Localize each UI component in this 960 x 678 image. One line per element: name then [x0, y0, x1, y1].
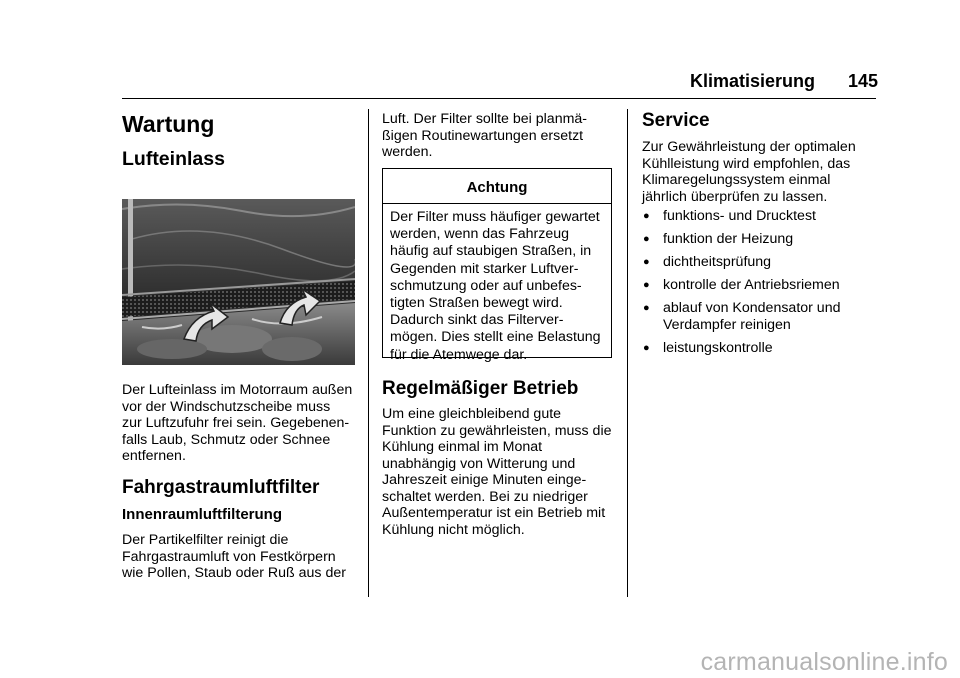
service-paragraph: [642, 139, 874, 205]
filter-continued-paragraph: [382, 111, 622, 161]
regular-operation-paragraph: [382, 406, 622, 538]
list-item-text: funktion der Heizung: [663, 231, 794, 247]
service-bullet-list: [642, 208, 872, 363]
running-header-title: Klimatisierung: [689, 71, 815, 91]
text-line: jährlich überprüfen zu lassen.: [642, 188, 828, 205]
text-line: zur Luftzufuhr frei sein. Gegebenen-: [122, 415, 350, 431]
list-item-text: ablauf von Kondensator und: [663, 300, 841, 316]
text-line: falls Laub, Schmutz oder Schnee: [122, 431, 331, 448]
text-line: wie Pollen, Staub oder Ruß aus der: [122, 565, 346, 581]
bullet-icon: ●: [643, 256, 650, 268]
warning-rule: [383, 203, 611, 204]
list-item-text: kontrolle der Antriebsriemen: [663, 277, 840, 293]
warning-box: [382, 168, 612, 363]
text-line: entfernen.: [122, 448, 186, 464]
text-line: unabhängig von Witterung und: [382, 455, 576, 472]
text-line: tigten Straßen bewegt wird.: [390, 295, 563, 312]
bullet-icon: ●: [643, 210, 650, 222]
list-item-text: funktions- und Drucktest: [663, 208, 816, 224]
page-number: 145: [847, 71, 878, 91]
heading-service: Service: [642, 110, 710, 131]
bullet-icon: ●: [643, 233, 650, 245]
text-line: Fahrgastraumluft von Festkörpern: [122, 548, 336, 565]
bullet-icon: ●: [643, 302, 650, 314]
text-line: Kühlung einmal im Monat: [382, 439, 543, 455]
heading-fahrgastraumluftfilter: Fahrgastraumluftfilter: [122, 477, 320, 498]
list-item-text: dichtheitsprüfung: [663, 254, 772, 270]
heading-lufteinlass: Lufteinlass: [122, 148, 225, 170]
text-line: Kühlleistung wird empfohlen, das: [642, 155, 851, 172]
text-line: Kühlung nicht möglich.: [382, 521, 525, 538]
text-line: für die Atemwege dar.: [390, 346, 528, 363]
text-line: Der Filter muss häufiger gewartet: [390, 209, 600, 225]
text-line: Funktion zu gewährleisten, muss die: [382, 422, 612, 439]
text-line: Außentemperatur ist ein Betrieb mit: [382, 505, 606, 521]
list-item-text: leistungskontrolle: [663, 339, 773, 356]
text-line: Der Partikelfilter reinigt die: [122, 532, 289, 548]
text-line: vor der Windschutzscheibe muss: [122, 398, 331, 415]
air-inlet-photo: [122, 199, 355, 365]
watermark-text: carmanualsonline.info: [700, 648, 948, 676]
text-line: Gegenden mit starker Luftver-: [390, 260, 579, 277]
list-item: [642, 277, 872, 294]
list-item-text: Verdampfer reinigen: [663, 316, 791, 333]
list-item: [642, 231, 872, 248]
text-line: Dadurch sinkt das Filterver-: [390, 312, 564, 329]
text-line: werden, wenn das Fahrzeug: [390, 226, 570, 243]
text-line: mögen. Dies stellt eine Belastung: [390, 329, 601, 346]
text-line: Jahreszeit einige Minuten einge-: [382, 472, 587, 488]
column-divider-2: [627, 109, 628, 597]
text-line: Klimaregelungssystem einmal: [642, 172, 831, 188]
air-inlet-paragraph: [122, 382, 362, 465]
heading-regelmaessiger-betrieb: Regelmäßiger Betrieb: [382, 378, 579, 399]
list-item: [642, 300, 872, 333]
air-inlet-illustration: [122, 199, 355, 365]
column-divider-1: [368, 109, 369, 597]
text-line: Zur Gewährleistung der optimalen: [642, 139, 856, 155]
list-item: [642, 254, 872, 271]
warning-title: Achtung: [466, 179, 528, 196]
warning-text: [390, 209, 612, 364]
text-line: häufig auf staubigen Straßen, in: [390, 243, 592, 260]
bullet-icon: ●: [643, 279, 650, 291]
text-line: Luft. Der Filter sollte bei planmä-: [382, 111, 588, 127]
bullet-icon: ●: [643, 341, 650, 354]
text-line: ßigen Routinewartungen ersetzt: [382, 127, 584, 144]
heading-innenraumluftfilterung: Innenraumluftfilterung: [122, 506, 282, 523]
list-item: [642, 340, 872, 357]
header-rule: [122, 98, 876, 99]
text-line: werden.: [382, 144, 433, 160]
section-heading-wartung: Wartung: [122, 111, 215, 137]
text-line: schmutzung oder auf unbefes-: [390, 277, 582, 294]
list-item: [642, 208, 872, 225]
text-line: Der Lufteinlass im Motorraum außen: [122, 382, 353, 398]
filter-paragraph: [122, 532, 362, 582]
text-line: Um eine gleichbleibend gute: [382, 406, 562, 422]
text-line: schaltet werden. Bei zu niedriger: [382, 488, 588, 505]
